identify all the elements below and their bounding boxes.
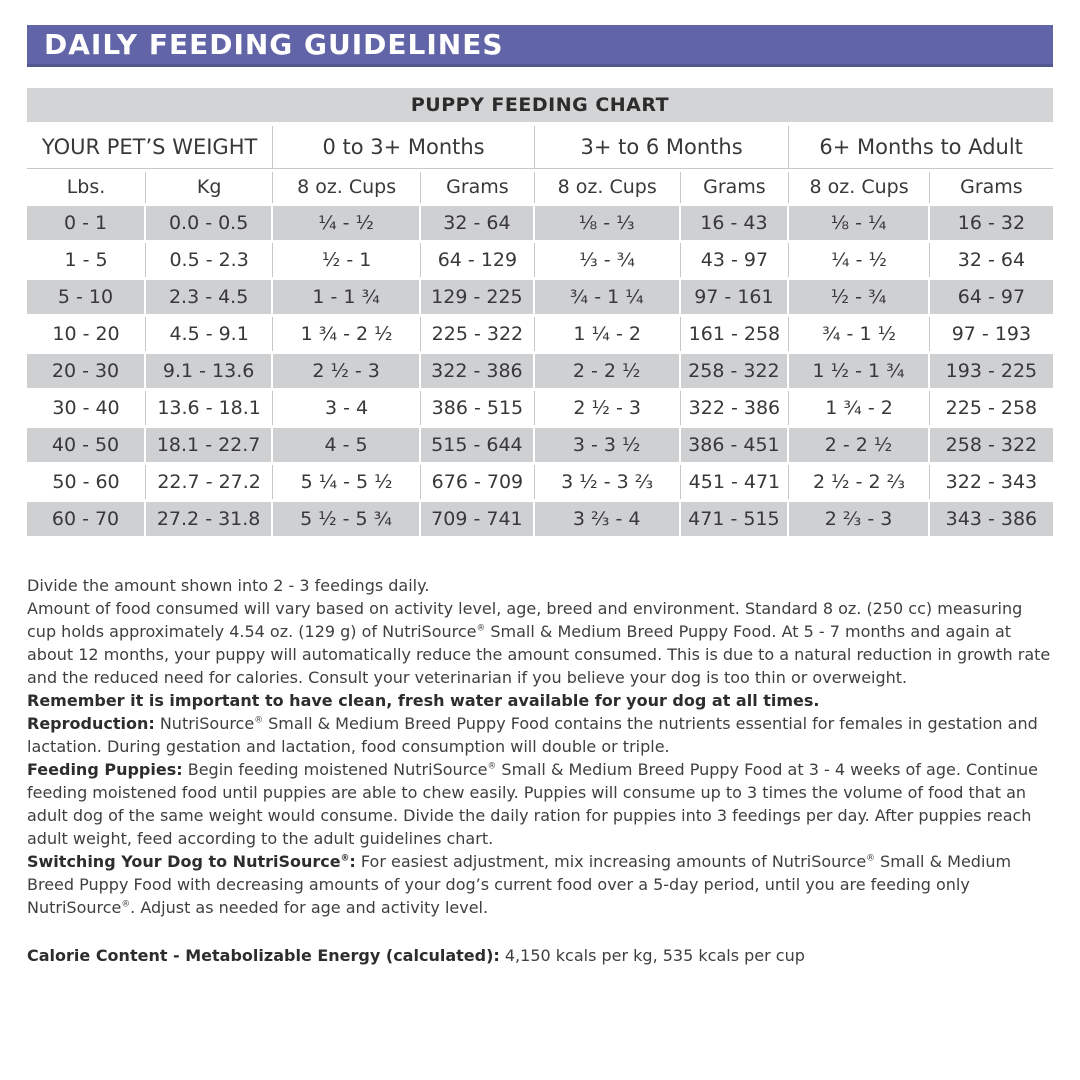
table-cell: 471 - 515 [681,502,790,536]
table-cell: 3 - 4 [273,391,421,425]
subheader-lbs: Lbs. [27,172,146,203]
table-cell: 1 ¼ - 2 [535,317,681,351]
note-feeding-puppies: Feeding Puppies: Begin feeding moistened NutriSource® Small & Medium Breed Puppy Food at 3 - 4 weeks of age. Continue feeding moistened food until puppies are able to chew easily. Puppies will consume up to 3 times the volume of food that an adult dog of the same weight would consume. Divide the daily ration for puppies into 3 feedings per day. After puppies reach adult weight, feed according to the adult guidelines chart. [27,760,1038,848]
table-cell: 161 - 258 [681,317,790,351]
table-cell: 2 ½ - 2 ⅔ [789,465,930,499]
table-cell: 2 ⅔ - 3 [789,502,930,536]
table-cell: 22.7 - 27.2 [146,465,273,499]
table-cell: 258 - 322 [681,354,790,388]
table-body [27,206,1053,536]
table-cell: 97 - 193 [930,317,1053,351]
table-cell: 4 - 5 [273,428,421,462]
table-cell: 32 - 64 [421,206,535,240]
table-cell: 0 - 1 [27,206,146,240]
table-row [27,428,1053,462]
table-row [27,502,1053,536]
table-cell: 193 - 225 [930,354,1053,388]
table-cell: 16 - 43 [681,206,790,240]
table-cell: 1 - 5 [27,243,146,277]
group-header-pet-weight: YOUR PET’S WEIGHT [27,126,273,169]
table-cell: 386 - 451 [681,428,790,462]
table-cell: 2 ½ - 3 [273,354,421,388]
group-header-3-6-months: 3+ to 6 Months [535,126,789,169]
table-cell: ½ - 1 [273,243,421,277]
table-cell: 3 - 3 ½ [535,428,681,462]
page-title-bar [27,25,1053,67]
table-cell: 13.6 - 18.1 [146,391,273,425]
table-cell: 4.5 - 9.1 [146,317,273,351]
table-cell: 2 - 2 ½ [789,428,930,462]
note-amount-consumed: Amount of food consumed will vary based on activity level, age, breed and environment. Standard 8 oz. (250 cc) measuring cup holds approximately 4.54 oz. (129 g) of NutriSource® Small & Medium Breed Puppy Food. At 5 - 7 months and again at about 12 months, your puppy will automatically reduce the amount consumed. This is due to a natural reduction in growth rate and the reduced need for calories. Consult your veterinarian if you believe your dog is too thin or overweight. [27,599,1051,687]
table-cell: 322 - 386 [681,391,790,425]
table-cell: 225 - 322 [421,317,535,351]
table-group-header-row [27,126,1053,169]
notes-section [27,574,1053,919]
table-cell: ½ - ¾ [789,280,930,314]
table-cell: 0.0 - 0.5 [146,206,273,240]
subheader-cups-1: 8 oz. Cups [273,172,421,203]
table-cell: 451 - 471 [681,465,790,499]
chart-title: PUPPY FEEDING CHART [410,94,670,116]
table-cell: 16 - 32 [930,206,1053,240]
table-cell: 322 - 386 [421,354,535,388]
table-row [27,206,1053,240]
table-cell: 60 - 70 [27,502,146,536]
note-switching: Switching Your Dog to NutriSource®: For easiest adjustment, mix increasing amounts of NutriSource® Small & Medium Breed Puppy Food with decreasing amounts of your dog’s current food over a 5-day period, until you are feeding only NutriSource®. Adjust as needed for age and activity level. [27,852,1012,917]
table-cell: 5 ½ - 5 ¾ [273,502,421,536]
table-cell: 1 ½ - 1 ¾ [789,354,930,388]
calorie-content-line: Calorie Content - Metabolizable Energy (calculated): 4,150 kcals per kg, 535 kcals per cup [27,946,805,965]
table-cell: 0.5 - 2.3 [146,243,273,277]
table-cell: 322 - 343 [930,465,1053,499]
note-fresh-water: Remember it is important to have clean, fresh water available for your dog at all times. [27,691,820,710]
table-cell: ¾ - 1 ¼ [535,280,681,314]
table-cell: ⅛ - ⅓ [535,206,681,240]
feeding-table [27,123,1053,539]
table-cell: 30 - 40 [27,391,146,425]
subheader-grams-3: Grams [960,176,1023,198]
table-cell: ¼ - ½ [273,206,421,240]
table-cell: 129 - 225 [421,280,535,314]
table-cell: 43 - 97 [681,243,790,277]
table-cell: 1 ¾ - 2 ½ [273,317,421,351]
table-cell: 50 - 60 [27,465,146,499]
table-cell: 3 ⅔ - 4 [535,502,681,536]
table-row [27,354,1053,388]
table-cell: 225 - 258 [930,391,1053,425]
group-header-6-adult: 6+ Months to Adult [789,126,1053,169]
table-cell: 5 ¼ - 5 ½ [273,465,421,499]
subheader-kg: Kg [146,172,273,203]
table-cell: 40 - 50 [27,428,146,462]
table-cell: 343 - 386 [930,502,1053,536]
table-cell: 3 ½ - 3 ⅔ [535,465,681,499]
table-cell: 97 - 161 [681,280,790,314]
table-cell: 676 - 709 [421,465,535,499]
table-cell: 64 - 97 [930,280,1053,314]
table-row [27,391,1053,425]
note-feedings-daily: Divide the amount shown into 2 - 3 feedings daily. [27,576,430,595]
table-subheader-row [27,172,1053,203]
table-cell: 20 - 30 [27,354,146,388]
table-cell: ¼ - ½ [789,243,930,277]
table-cell: 2 - 2 ½ [535,354,681,388]
subheader-cups-3: 8 oz. Cups [789,172,930,203]
table-cell: 5 - 10 [27,280,146,314]
subheader-grams-2: Grams [681,172,790,203]
table-row [27,465,1053,499]
subheader-grams-1: Grams [421,172,535,203]
table-cell: 386 - 515 [421,391,535,425]
table-cell: ⅓ - ¾ [535,243,681,277]
page-title: DAILY FEEDING GUIDELINES [44,28,504,61]
table-cell: ⅛ - ¼ [789,206,930,240]
table-cell: 27.2 - 31.8 [146,502,273,536]
table-row [27,280,1053,314]
table-cell: 2 ½ - 3 [535,391,681,425]
group-header-0-3-months: 0 to 3+ Months [273,126,535,169]
table-cell: 258 - 322 [930,428,1053,462]
note-reproduction: Reproduction: NutriSource® Small & Medium Breed Puppy Food contains the nutrients essential for females in gestation and lactation. During gestation and lactation, food consumption will double or triple. [27,714,1038,756]
table-cell: 32 - 64 [930,243,1053,277]
table-cell: 2.3 - 4.5 [146,280,273,314]
table-cell: 1 - 1 ¾ [273,280,421,314]
table-cell: 64 - 129 [421,243,535,277]
table-row [27,243,1053,277]
table-cell: 18.1 - 22.7 [146,428,273,462]
subheader-cups-2: 8 oz. Cups [535,172,681,203]
table-cell: 1 ¾ - 2 [789,391,930,425]
table-cell: 709 - 741 [421,502,535,536]
table-cell: 9.1 - 13.6 [146,354,273,388]
table-cell: 10 - 20 [27,317,146,351]
chart-title-bar [27,88,1053,122]
table-cell: ¾ - 1 ½ [789,317,930,351]
table-row [27,317,1053,351]
table-cell: 515 - 644 [421,428,535,462]
